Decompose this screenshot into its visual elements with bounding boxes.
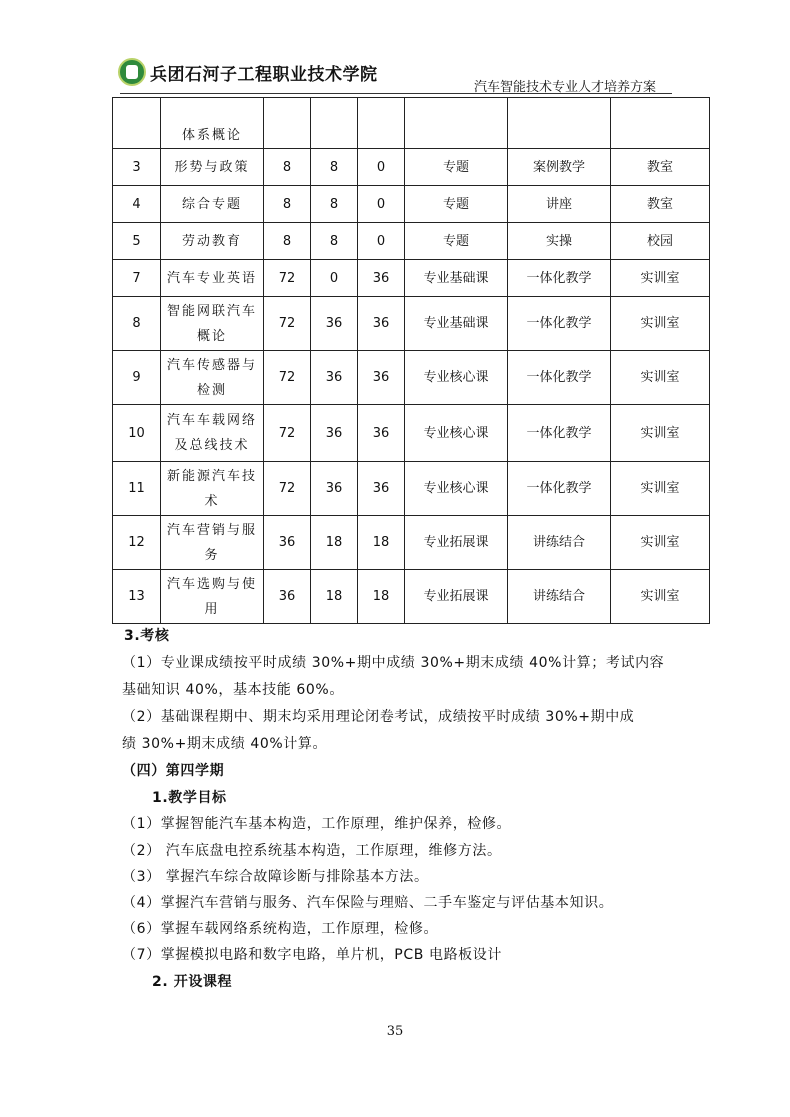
course-practice-cell: 0 — [358, 149, 405, 186]
course-theory-cell: 36 — [311, 297, 358, 351]
course-method-cell: 一体化教学 — [508, 462, 611, 516]
course-name-cell — [161, 186, 264, 223]
course-name-line: 劳动教育 — [181, 233, 242, 249]
course-total-cell: 8 — [264, 149, 311, 186]
course-practice-cell: 0 — [358, 223, 405, 260]
course-practice-cell: 0 — [358, 186, 405, 223]
table-row — [113, 516, 710, 570]
assessment-item-2-line-2: 绩 30%+期末成绩 40%计算。 — [122, 736, 328, 752]
course-theory-cell: 18 — [311, 570, 358, 624]
course-total-cell: 8 — [264, 223, 311, 260]
course-name-cell — [161, 462, 264, 516]
course-no-cell: 13 — [113, 570, 161, 624]
course-type-cell — [405, 98, 508, 149]
courses-heading: 2. 开设课程 — [152, 974, 233, 990]
course-name-line: 汽车选购与使 — [166, 576, 257, 592]
course-method-cell: 讲座 — [508, 186, 611, 223]
course-venue-cell: 实训室 — [611, 297, 710, 351]
course-method-cell: 一体化教学 — [508, 405, 611, 462]
course-theory-cell: 36 — [311, 462, 358, 516]
course-name-line: 汽车营销与服 — [166, 522, 257, 538]
page-header — [110, 54, 670, 94]
course-type-cell: 专业基础课 — [405, 260, 508, 297]
goal-7: （7）掌握模拟电路和数字电路，单片机，PCB 电路板设计 — [122, 947, 502, 963]
assessment-item-2-line-1: （2）基础课程期中、期末均采用理论闭卷考试，成绩按平时成绩 30%+期中成 — [122, 709, 635, 725]
table-row — [113, 297, 710, 351]
assessment-item-1-line-1: （1）专业课成绩按平时成绩 30%+期中成绩 30%+期末成绩 40%计算；考试内容 — [122, 655, 665, 671]
assessment-heading: 3.考核 — [124, 628, 170, 644]
course-name-cell — [161, 570, 264, 624]
course-theory-cell: 0 — [311, 260, 358, 297]
course-practice-cell: 36 — [358, 405, 405, 462]
course-name-line: 汽车车载网络 — [166, 413, 257, 428]
course-method-cell — [508, 98, 611, 149]
course-name-cell — [161, 149, 264, 186]
page-number: 35 — [386, 1024, 404, 1039]
course-theory-cell: 36 — [311, 405, 358, 462]
course-method-cell: 一体化教学 — [508, 351, 611, 405]
course-name-cell — [161, 405, 264, 462]
course-practice-cell: 36 — [358, 260, 405, 297]
course-no-cell: 7 — [113, 260, 161, 297]
course-type-cell: 专业核心课 — [405, 351, 508, 405]
course-name-line: 综合专题 — [181, 196, 242, 212]
table-row — [113, 260, 710, 297]
course-theory-cell: 36 — [311, 351, 358, 405]
course-total-cell: 72 — [264, 462, 311, 516]
table-row — [113, 149, 710, 186]
course-name-line: 概论 — [196, 328, 227, 344]
header-divider — [120, 93, 672, 94]
table-row — [113, 570, 710, 624]
course-venue-cell: 实训室 — [611, 351, 710, 405]
course-practice-cell: 36 — [358, 462, 405, 516]
course-theory-cell: 8 — [311, 186, 358, 223]
course-name-cell — [161, 351, 264, 405]
course-no-cell: 3 — [113, 149, 161, 186]
course-name-line: 新能源汽车技 — [166, 468, 257, 484]
course-type-cell: 专业拓展课 — [405, 570, 508, 624]
course-name-line: 汽车专业英语 — [166, 270, 257, 286]
table-row — [113, 405, 710, 462]
course-name-line: 务 — [204, 547, 220, 563]
course-venue-cell: 实训室 — [611, 260, 710, 297]
course-name-cell — [161, 297, 264, 351]
course-venue-cell: 实训室 — [611, 405, 710, 462]
course-type-cell: 专题 — [405, 186, 508, 223]
course-practice-cell — [358, 98, 405, 149]
course-theory-cell: 18 — [311, 516, 358, 570]
goal-1: （1）掌握智能汽车基本构造，工作原理，维护保养，检修。 — [122, 816, 512, 832]
course-name-line: 智能网联汽车 — [166, 303, 257, 319]
course-practice-cell: 36 — [358, 297, 405, 351]
goals-heading: 1.教学目标 — [152, 790, 227, 806]
course-name-cell — [161, 260, 264, 297]
course-method-cell: 实操 — [508, 223, 611, 260]
table-row — [113, 223, 710, 260]
course-name-line: 及总线技术 — [174, 438, 250, 453]
course-name-line: 体系概论 — [181, 128, 242, 143]
course-type-cell: 专业核心课 — [405, 405, 508, 462]
course-name-line: 用 — [204, 601, 220, 617]
course-total-cell: 72 — [264, 405, 311, 462]
course-method-cell: 讲练结合 — [508, 516, 611, 570]
course-no-cell: 10 — [113, 405, 161, 462]
course-type-cell: 专题 — [405, 223, 508, 260]
course-venue-cell — [611, 98, 710, 149]
course-total-cell: 8 — [264, 186, 311, 223]
course-name-line — [165, 98, 259, 123]
course-total-cell: 72 — [264, 260, 311, 297]
course-no-cell: 5 — [113, 223, 161, 260]
course-no-cell: 8 — [113, 297, 161, 351]
course-type-cell: 专业基础课 — [405, 297, 508, 351]
course-venue-cell: 实训室 — [611, 570, 710, 624]
document-title: 汽车智能技术专业人才培养方案 — [473, 80, 656, 95]
course-type-cell: 专业核心课 — [405, 462, 508, 516]
goal-6: （6）掌握车载网络系统构造，工作原理，检修。 — [122, 921, 439, 937]
course-type-cell: 专业拓展课 — [405, 516, 508, 570]
course-venue-cell: 教室 — [611, 186, 710, 223]
course-venue-cell: 校园 — [611, 223, 710, 260]
school-name: 兵团石河子工程职业技术学院 — [150, 65, 378, 85]
course-type-cell: 专题 — [405, 149, 508, 186]
course-venue-cell: 教室 — [611, 149, 710, 186]
course-name-line: 术 — [204, 493, 220, 509]
course-method-cell: 一体化教学 — [508, 260, 611, 297]
course-practice-cell: 18 — [358, 516, 405, 570]
course-no-cell: 12 — [113, 516, 161, 570]
table-row — [113, 462, 710, 516]
course-method-cell: 一体化教学 — [508, 297, 611, 351]
goal-4: （4）掌握汽车营销与服务、汽车保险与理赔、二手车鉴定与评估基本知识。 — [122, 895, 614, 911]
term-heading: （四）第四学期 — [122, 763, 225, 779]
assessment-item-1-line-2: 基础知识 40%，基本技能 60%。 — [122, 682, 344, 698]
table-row — [113, 351, 710, 405]
course-name-cell — [161, 98, 264, 149]
course-total-cell: 36 — [264, 570, 311, 624]
goal-2: （2） 汽车底盘电控系统基本构造，工作原理，维修方法。 — [122, 843, 502, 859]
course-name-cell — [161, 223, 264, 260]
course-name-line: 形势与政策 — [174, 159, 250, 175]
course-practice-cell: 18 — [358, 570, 405, 624]
course-name-line: 检测 — [196, 382, 227, 398]
course-total-cell: 72 — [264, 351, 311, 405]
course-method-cell: 案例教学 — [508, 149, 611, 186]
course-name-cell — [161, 516, 264, 570]
goal-3: （3） 掌握汽车综合故障诊断与排除基本方法。 — [122, 869, 429, 885]
school-logo-icon — [118, 58, 146, 86]
course-venue-cell: 实训室 — [611, 516, 710, 570]
course-table — [112, 97, 710, 624]
table-row — [113, 186, 710, 223]
table-row — [113, 98, 710, 149]
course-method-cell: 讲练结合 — [508, 570, 611, 624]
course-no-cell: 4 — [113, 186, 161, 223]
course-total-cell: 72 — [264, 297, 311, 351]
course-practice-cell: 36 — [358, 351, 405, 405]
course-total-cell — [264, 98, 311, 149]
course-theory-cell: 8 — [311, 223, 358, 260]
course-no-cell: 9 — [113, 351, 161, 405]
course-no-cell — [113, 98, 161, 149]
course-theory-cell: 8 — [311, 149, 358, 186]
course-venue-cell: 实训室 — [611, 462, 710, 516]
course-total-cell: 36 — [264, 516, 311, 570]
course-name-line: 汽车传感器与 — [166, 357, 257, 373]
course-no-cell: 11 — [113, 462, 161, 516]
course-theory-cell — [311, 98, 358, 149]
